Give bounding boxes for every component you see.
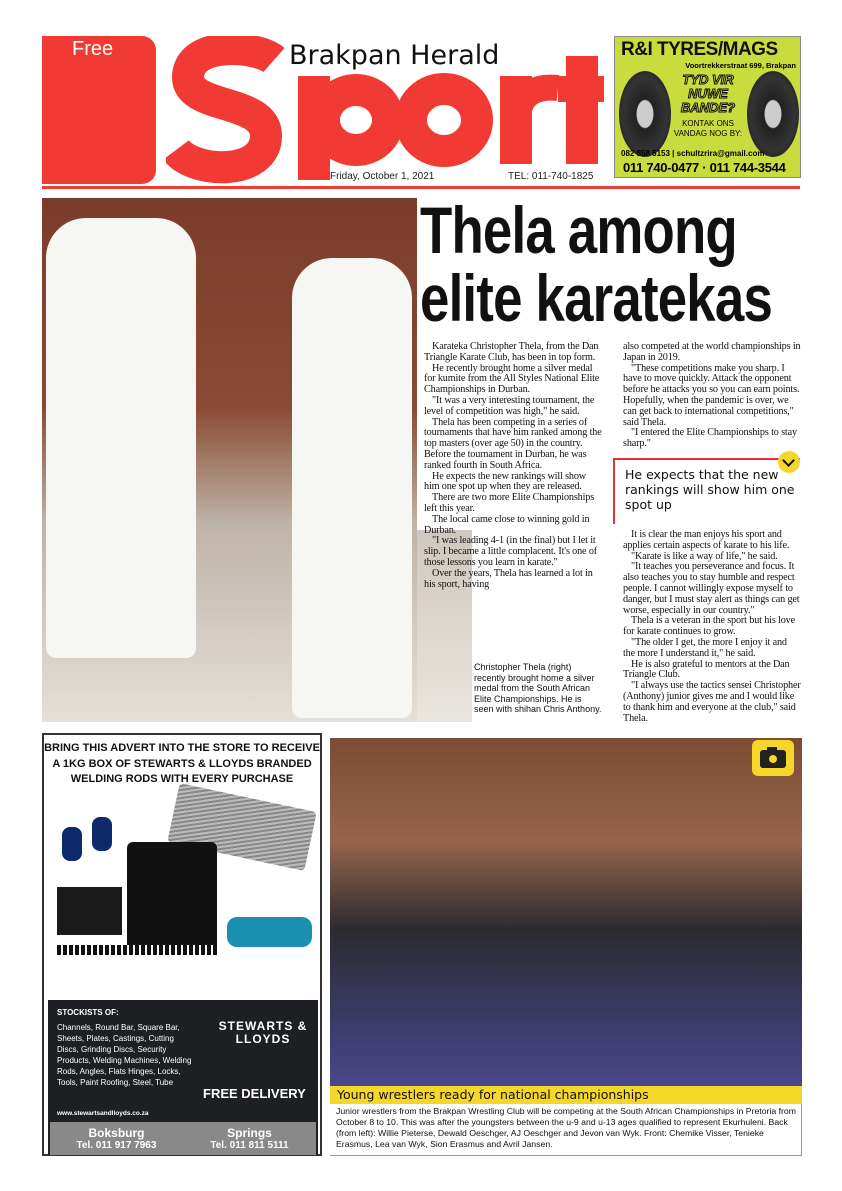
paragraph: Over the years, Thela has learned a lot in his sport, having [424, 567, 593, 590]
branch-springs [183, 1122, 316, 1155]
branch-name: Springs [227, 1126, 272, 1140]
sport-logo-letter-p-stem [298, 76, 330, 180]
tyre-ad-phones: 011 740-0477 · 011 744-3544 [623, 160, 786, 175]
camera-icon [752, 740, 794, 776]
wrestling-caption: Junior wrestlers from the Brakpan Wrestling Club will be competing at the South African Championships in Pretoria from October 8 to 10. This was after the youngsters between the u-9 and u-13 ages qualified to represent Ekurhuleni. Back (from left): Willie Pieterse, Dewald Oeschger, AJ Oeschger and Jevon van Wyk. Front: Chemike Visser, Tenieke Erasmus, Lea van Wyk, Sion Erasmus and Avril Jansen. [336, 1106, 796, 1149]
pull-quote: He expects that the new rankings will show him one spot up [613, 458, 800, 524]
tyre-image [619, 71, 671, 157]
paragraph: He recently brought home a silver medal for kumite from the All Styles National Elite Championships in Durban. [424, 362, 600, 396]
sport-logo-letter-t-bar [558, 76, 604, 102]
paragraph: He expects the new rankings will show him one spot up when they are released. [424, 470, 587, 493]
branch-boksburg [50, 1122, 183, 1155]
stewarts-lloyds-logo: STEWARTS & LLOYDS [218, 1019, 308, 1046]
camera-icon-lens [767, 753, 779, 765]
welding-ad-headline: BRING THIS ADVERT INTO THE STORE TO RECEIVE A 1KG BOX OF STEWARTS & LLOYDS BRANDED WELDING RODS WITH EVERY PURCHASE [44, 742, 320, 785]
sport-logo-letter-r-stem [500, 76, 532, 164]
masthead-tel: TEL: 011-740-1825 [508, 171, 594, 182]
sport-logo-letter-o [411, 89, 477, 151]
stockists-label: STOCKISTS OF: [57, 1008, 119, 1017]
branch-tel: Tel. 011 917 7963 [76, 1140, 157, 1151]
issue-date: Friday, October 1, 2021 [330, 171, 435, 182]
karate-photo [42, 198, 417, 722]
remote-icon [92, 817, 112, 851]
sport-logo-letter-s [176, 49, 274, 167]
paragraph: "I was leading 4-1 (in the final) but I let it slip. I became a little complacent. It's one of those lessons you learn in karate." [424, 535, 598, 568]
paragraph: "Karate is like a way of life," he said. [631, 550, 778, 562]
paragraph: Thela is a veteran in the sport but his love for karate continues to grow. [623, 615, 795, 638]
free-label: Free [72, 38, 114, 60]
branch-name: Boksburg [88, 1126, 145, 1140]
tyre-image [747, 71, 799, 157]
branches [50, 1122, 316, 1155]
paragraph: Karateka Christopher Thela, from the Dan Triangle Karate Club, has been in top form. [424, 341, 599, 363]
paragraph: "It teaches you perseverance and focus. It also teaches you to stay humble and respect people. I cannot willingly expose myself to danger, but I must stay alert as things can get worse, especially in our country." [623, 561, 800, 616]
welding-advert[interactable] [42, 733, 322, 1156]
tyre-ad-name: R&I TYRES/MAGS [621, 39, 778, 60]
paragraph: There are two more Elite Championships left this year. [424, 492, 595, 514]
battery-image [57, 887, 122, 935]
wrestlers-photo [330, 738, 802, 1086]
gear-rack-image [57, 945, 217, 955]
paragraph: "The older I get, the more I enjoy it and the more I understand it," he said. [623, 636, 787, 659]
sport-logo-letter-t-stem [566, 56, 598, 164]
wrestling-title: Young wrestlers ready for national championships [330, 1086, 802, 1104]
paragraph: It is clear the man enjoys his sport and applies certain aspects of karate to his life. [623, 529, 790, 551]
article-column-1 [424, 342, 602, 590]
branch-tel: Tel. 011 811 5111 [210, 1140, 289, 1151]
photo-caption: Christopher Thela (right) recently brought home a silver medal from the South African Elite Championships. He is seen with shihan Chris Anthony. [474, 662, 602, 714]
paragraph: "I entered the Elite Championships to stay sharp." [623, 427, 797, 450]
tyre-ad-contact: KONTAK ONS VANDAG NOG BY: [673, 119, 743, 138]
paragraph: Thela has been competing in a series of tournaments that have him ranked among the top masters (over age 50) in the country. Before the tournament in Durban, he was ranked fourth in South Africa. [424, 416, 602, 471]
angle-grinder-image [227, 917, 312, 947]
product-images [52, 797, 314, 997]
chevron-down-icon [778, 451, 800, 473]
free-delivery: FREE DELIVERY [203, 1086, 306, 1101]
article-column-3 [623, 530, 801, 724]
tyre-advert[interactable] [614, 36, 801, 178]
article-column-2 [623, 342, 801, 450]
masthead-divider [42, 186, 800, 189]
paragraph: He is also grateful to mentors at the Dan Triangle Club. [623, 658, 790, 681]
tyre-ad-address: Voortrekkerstraat 699, Brakpan [685, 61, 796, 70]
paragraph: "These competitions make you sharp. I have to move quickly. Attack the opponent before he attacks you so you can earn points. Hopefully, when the pandemic is over, we can get back to international competitions," said Thela. [623, 362, 800, 428]
sport-logo-letter-p-bowl [324, 90, 388, 150]
article-headline: Thela among elite karatekas [420, 193, 773, 335]
karateka-figure [292, 258, 412, 718]
website-link[interactable]: www.stewartsandlloyds.co.za [57, 1110, 149, 1117]
gate-motor-image [127, 842, 217, 952]
stockists-panel [48, 1000, 318, 1155]
paper-name: Brakpan Herald [289, 40, 500, 71]
paragraph: also competed at the world championships in Japan in 2019. [623, 341, 801, 363]
paragraph: The local came close to winning gold in Durban. [424, 513, 590, 536]
stock-list: Channels, Round Bar, Square Bar, Sheets, Plates, Castings, Cutting Discs, Grinding Discs, Security Products, Welding Machines, Welding Rods, Angles, Flats Hinges, Locks, Tools, Paint Roofing, Steel, Tube [57, 1023, 192, 1087]
tyre-ad-slogan: TYD VIR NUWE BANDE? [680, 72, 736, 115]
karateka-figure [46, 218, 196, 658]
paragraph: "It was a very interesting tournament, the level of competition was high," he said. [424, 394, 595, 417]
remote-icon [62, 827, 82, 861]
tyre-ad-mobile-email: 082 858 5153 | schultzrira@gmail.com [621, 149, 765, 158]
paragraph: "I always use the tactics sensei Christopher (Anthony) junior gives me and I would like to thank him and everyone at the club," said Thela. [623, 680, 801, 724]
